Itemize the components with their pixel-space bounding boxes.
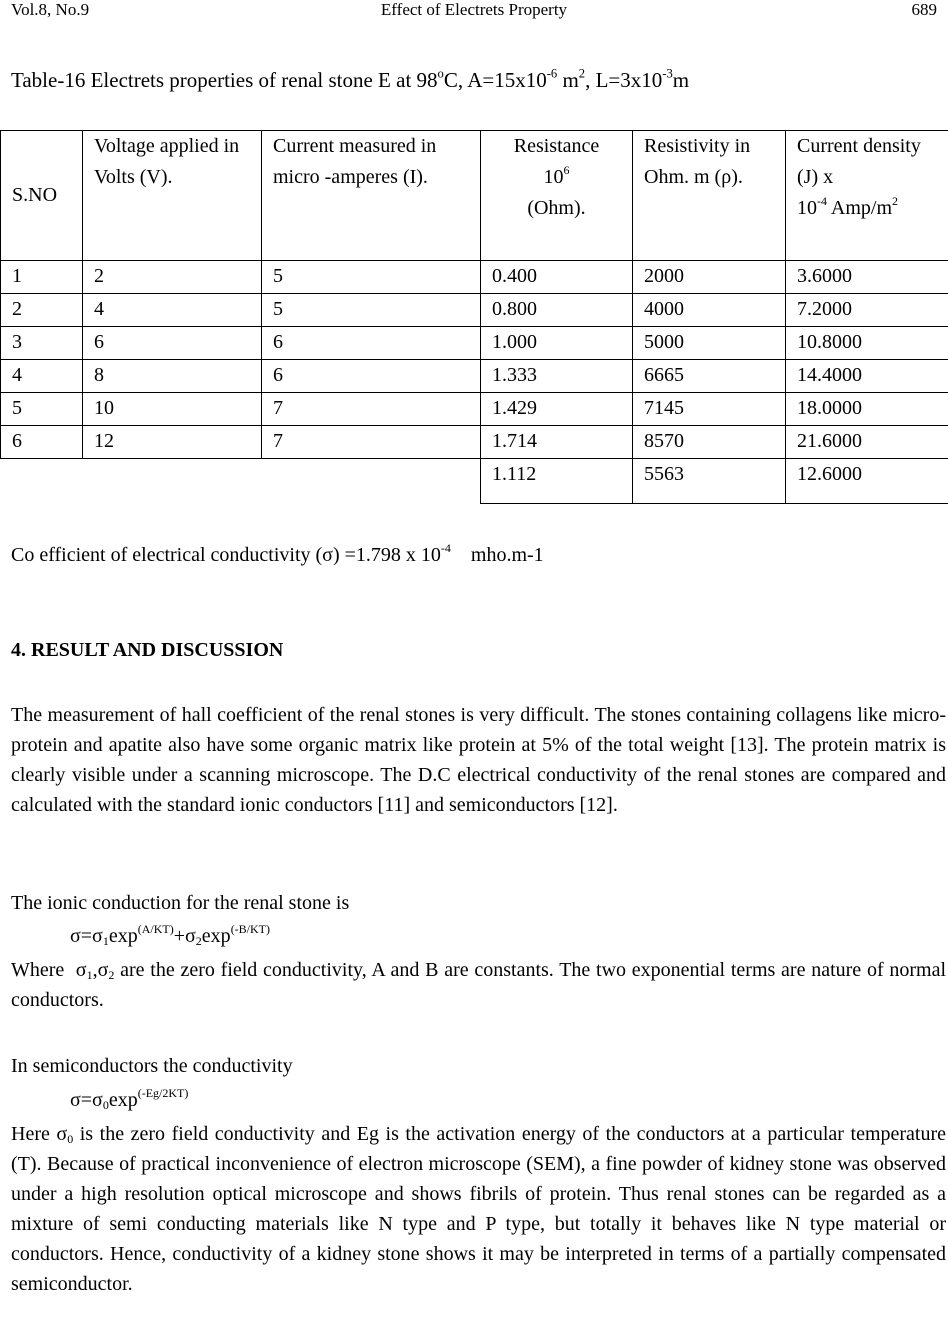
summary-resistivity: 5563 (633, 459, 786, 504)
running-title: Effect of Electrets Property (380, 0, 568, 19)
ionic-intro: The ionic conduction for the renal stone is (11, 892, 350, 914)
final-paragraph: Here $\sigma_0$ is the zero field conductivity and Eg is the activation energy of the conductors at a particular temperature (T). Because of practical inconvenience of electron microscope (SEM), a fine powder of kidney stone was observed under a high resolution optical microscope and shows fibrils of protein. Thus renal stones can be regarded as a mixture of semi conducting materials like N type and P type, but totally it behaves like N type material or conductors. Hence, conductivity of a kidney stone shows it may be interpreted in terms of a partially compensated semiconductor. (11, 1123, 947, 1295)
semiconductor-equation: $\sigma=\sigma_0\exp^{(-Eg/2KT)}$ (70, 1086, 189, 1112)
journal-volume: Vol.8, No.9 (11, 0, 90, 19)
summary-empty-cell (262, 459, 481, 504)
cell-sno: 1 (1, 261, 83, 294)
cell-resistance: 1.429 (481, 393, 633, 426)
header-current: Current measured in micro -amperes (I). (262, 131, 481, 261)
cell-voltage: 8 (83, 360, 262, 393)
header-current-density: Current density (J) x $10^{-4}$ Amp/$m^2$ (786, 131, 948, 261)
cell-current-density: 3.6000 (786, 261, 948, 294)
table-row (1, 294, 948, 327)
cell-current-density: 21.6000 (786, 426, 948, 459)
cell-sno: 2 (1, 294, 83, 327)
header-resistance: Resistance $10^6$ (Ohm). (481, 131, 633, 261)
cell-voltage: 2 (83, 261, 262, 294)
cell-resistance: 1.333 (481, 360, 633, 393)
table-summary-row (1, 459, 948, 504)
cell-resistance: 0.400 (481, 261, 633, 294)
cell-resistivity: 5000 (633, 327, 786, 360)
cell-resistivity: 2000 (633, 261, 786, 294)
page-number: 689 (911, 0, 937, 19)
cell-resistivity: 8570 (633, 426, 786, 459)
cell-voltage: 10 (83, 393, 262, 426)
cell-voltage: 4 (83, 294, 262, 327)
section-heading: 4. RESULT AND DISCUSSION (11, 639, 284, 661)
summary-empty-cell (83, 459, 262, 504)
table-row (1, 261, 948, 294)
cell-resistance: 1.000 (481, 327, 633, 360)
header-resistivity: Resistivity in Ohm. m (ρ). (633, 131, 786, 261)
cell-current-density: 7.2000 (786, 294, 948, 327)
cell-current: 6 (262, 360, 481, 393)
cell-current: 5 (262, 294, 481, 327)
conductivity-coefficient: Co efficient of electrical conductivity (σ) =1.798 x $10^{-4}$ mho.m-1 (11, 541, 544, 566)
cell-sno: 4 (1, 360, 83, 393)
cell-resistance: 0.800 (481, 294, 633, 327)
header-voltage: Voltage applied in Volts (V). (83, 131, 262, 261)
cell-current: 7 (262, 426, 481, 459)
table-row (1, 327, 948, 360)
semiconductor-intro: In semiconductors the conductivity (11, 1055, 293, 1077)
cell-voltage: 6 (83, 327, 262, 360)
cell-voltage: 12 (83, 426, 262, 459)
header-sno: S.NO (1, 131, 83, 261)
summary-current-density: 12.6000 (786, 459, 948, 504)
summary-empty-cell (1, 459, 83, 504)
cell-resistivity: 6665 (633, 360, 786, 393)
cell-sno: 6 (1, 426, 83, 459)
body-paragraph: The measurement of hall coefficient of the renal stones is very difficult. The stones containing collagens like micro-protein and apatite also have some organic matrix like protein at 5% of the total weight [13]. The protein matrix is clearly visible under a scanning microscope. The D.C electrical conductivity of the renal stones are compared and calculated with the standard ionic conductors [11] and semiconductors [12]. (11, 704, 946, 816)
cell-resistivity: 4000 (633, 294, 786, 327)
table-caption: Table-16 Electrets properties of renal stone E at 98$^o$C, $A=15x10^{-6}$ $m^2$, $L=3x10^{-3}m$ (11, 66, 690, 92)
table-header-row (1, 131, 948, 261)
cell-resistance: 1.714 (481, 426, 633, 459)
table-row (1, 393, 948, 426)
summary-resistance: 1.112 (481, 459, 633, 504)
cell-current-density: 10.8000 (786, 327, 948, 360)
cell-current: 6 (262, 327, 481, 360)
ionic-equation: $\sigma=\sigma_1\exp^{(A/KT)}+\sigma_2\exp^{(-B/KT)}$ (70, 922, 271, 948)
cell-current-density: 18.0000 (786, 393, 948, 426)
cell-current: 7 (262, 393, 481, 426)
table-row (1, 426, 948, 459)
cell-current-density: 14.4000 (786, 360, 948, 393)
cell-sno: 5 (1, 393, 83, 426)
where-paragraph: Where $\sigma_1,\sigma_2$ are the zero field conductivity, A and B are constants. The two exponential terms are nature of normal conductors. (11, 959, 947, 1011)
electrets-table (0, 130, 948, 504)
cell-resistivity: 7145 (633, 393, 786, 426)
cell-sno: 3 (1, 327, 83, 360)
table-row (1, 360, 948, 393)
cell-current: 5 (262, 261, 481, 294)
